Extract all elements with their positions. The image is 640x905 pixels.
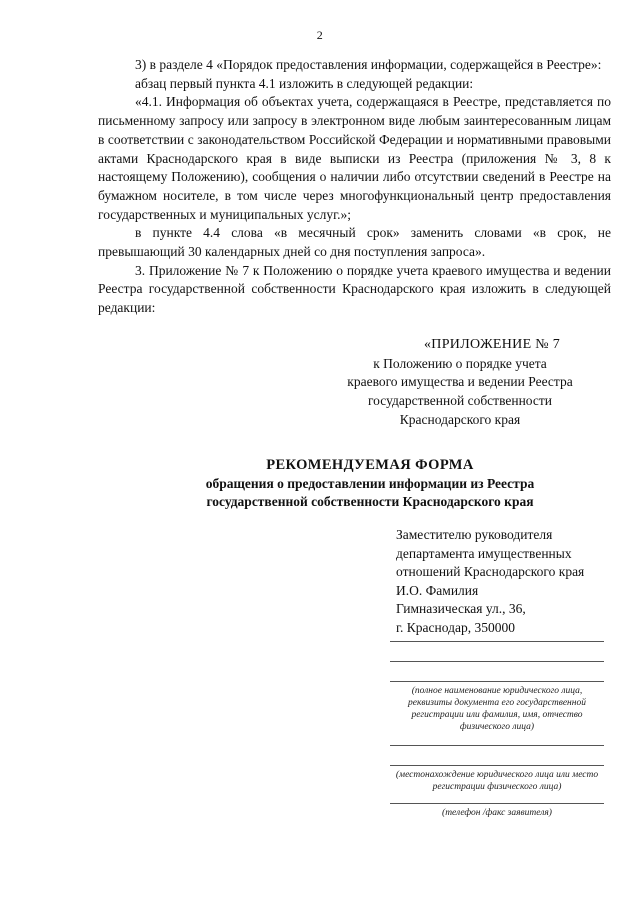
paragraph-appendix-7: 3. Приложение № 7 к Положению о порядке учета краевого имущества и ведении Реестра государственной собственности Краснодарского края изложить в следующей редакции:	[98, 262, 611, 316]
appendix-line: к Положению о порядке учета	[373, 355, 547, 371]
appendix-header	[300, 336, 620, 430]
recipient-line: Гимназическая ул., 36,	[396, 601, 526, 617]
form-heading: РЕКОМЕНДУЕМАЯ ФОРМА	[266, 457, 474, 473]
appendix-line: Краснодарского края	[399, 411, 521, 427]
recipient-line: И.О. Фамилия	[396, 582, 479, 598]
recipient-line: департамента имущественных	[396, 545, 572, 561]
phone-caption: (телефон /факс заявителя)	[442, 808, 552, 818]
applicant-name-field-line[interactable]	[390, 681, 604, 682]
location-caption: (местонахождение юридического лица или место регистрации физического лица)	[395, 770, 599, 792]
location-field-line[interactable]	[390, 765, 604, 766]
amendment-text	[98, 56, 611, 318]
recipient-block	[396, 526, 626, 638]
applicant-name-field-line[interactable]	[390, 661, 604, 662]
appendix-title: «ПРИЛОЖЕНИЕ № 7	[424, 337, 560, 352]
applicant-name-caption: (полное наименование юридического лица, реквизиты документа его государственной регистрации или фамилия, имя, отчество физического лица)	[408, 686, 586, 732]
applicant-name-field-line[interactable]	[390, 641, 604, 642]
phone-field-line[interactable]	[390, 803, 604, 804]
phone-block	[390, 803, 604, 819]
paragraph-clause-4-1-text: «4.1. Информация об объектах учета, содержащаяся в Реестре, представляется по письменному запросу или запросу в электронном виде любым заинтересованным лицам в соответствии с законодательством Российской Федерации и нормативными правовыми актами Краснодарского края в виде выписки из Реестра (приложения № 3, 8 к настоящему Положению), сообщения о наличии либо отсутствии сведений в Реестре на бумажном носителе, в том числе через многофункциональный центр предоставления государственных и муниципальных услуг.»;	[98, 94, 611, 222]
paragraph-clause-4-1-intro: абзац первый пункта 4.1 изложить в следующей редакции:	[135, 75, 474, 91]
location-block	[390, 745, 604, 793]
location-field-line[interactable]	[390, 745, 604, 746]
recipient-line: г. Краснодар, 350000	[396, 619, 515, 635]
recipient-line: Заместителю руководителя	[396, 527, 553, 542]
page-number: 2	[316, 28, 324, 42]
form-subtitle-line: обращения о предоставлении информации из Реестра	[205, 475, 535, 491]
form-title	[170, 456, 570, 512]
form-subtitle-line: государственной собственности Краснодарского края	[206, 494, 534, 509]
paragraph-section-4: 3) в разделе 4 «Порядок предоставления информации, содержащейся в Реестре»:	[135, 57, 602, 72]
appendix-line: государственной собственности	[367, 393, 553, 409]
recipient-line: отношений Краснодарского края	[396, 564, 585, 580]
paragraph-clause-4-4: в пункте 4.4 слова «в месячный срок» заменить словами «в срок, не превышающий 30 календарных дней со дня поступления запроса».	[98, 225, 611, 260]
appendix-line: краевого имущества и ведении Реестра	[347, 374, 573, 390]
applicant-name-block	[390, 641, 604, 733]
